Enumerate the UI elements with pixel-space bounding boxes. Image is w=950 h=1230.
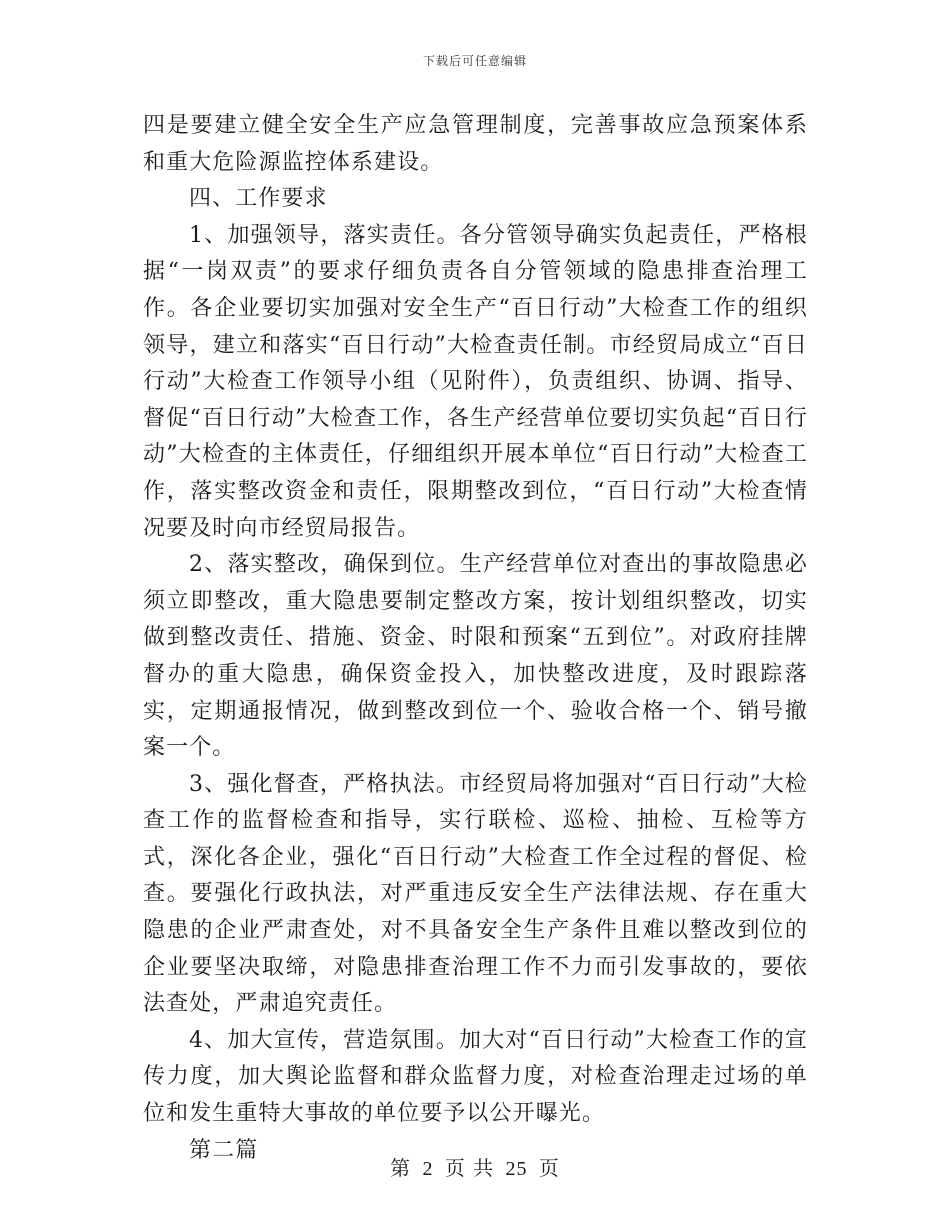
section-heading-work-requirements: 四、工作要求 [189,186,328,212]
section-heading-second-part: 第二篇 [189,1137,259,1163]
total-page-count: 25 [505,1158,528,1180]
paragraph-emergency-management: 四是要建立健全安全生产应急管理制度，完善事故应急预案体系和重大危险源监控体系建设。 [143,113,808,175]
footer-middle: 页 共 [444,1156,495,1180]
footer-prefix: 第 [390,1156,412,1180]
paragraph-strengthen-supervision: 3、强化督查，严格执法。市经贸局将加强对“百日行动”大检查工作的监督检查和指导，实行联检、巡检、抽检、互检等方式，深化各企业，强化“百日行动”大检查工作全过程的督促、检查。要强化行政执法，对严重违反安全生产法律法规、存在重大隐患的企业严肃查处，对不具备安全生产条件且难以整改到位的企业要坚决取缔，对隐患排查治理工作不力而引发事故的，要依法查处，严肃追究责任。 [143,771,808,1017]
paragraph-implement-rectification: 2、落实整改，确保到位。生产经营单位对查出的事故隐患必须立即整改，重大隐患要制定整改方案，按计划组织整改，切实做到整改责任、措施、资金、时限和预案“五到位”。对政府挂牌督办的重大隐患，确保资金投入，加快整改进度，及时跟踪落实，定期通报情况，做到整改到位一个、验收合格一个、销号撤案一个。 [143,552,808,761]
paragraph-strengthen-leadership: 1、加强领导，落实责任。各分管领导确实负起责任，严格根据“一岗双责”的要求仔细负责各自分管领域的隐患排查治理工作。各企业要切实加强对安全生产“百日行动”大检查工作的组织领导，建立和落实“百日行动”大检查责任制。市经贸局成立“百日行动”大检查工作领导小组（见附件），负责组织、协调、指导、督促“百日行动”大检查工作，各生产经营单位要切实负起“百日行动”大检查的主体责任，仔细组织开展本单位“百日行动”大检查工作，落实整改资金和责任，限期整改到位，“百日行动”大检查情况要及时向市经贸局报告。 [143,222,808,541]
document-body [143,108,808,1169]
paragraph-increase-publicity: 4、加大宣传，营造氛围。加大对“百日行动”大检查工作的宣传力度，加大舆论监督和群众监督力度，对检查治理走过场的单位和发生重特大事故的单位要予以公开曝光。 [143,1027,808,1127]
footer-suffix: 页 [538,1156,560,1180]
page-footer [0,1152,950,1181]
page-header: 下载后可任意编辑 [422,54,527,68]
current-page-number: 2 [422,1158,434,1180]
